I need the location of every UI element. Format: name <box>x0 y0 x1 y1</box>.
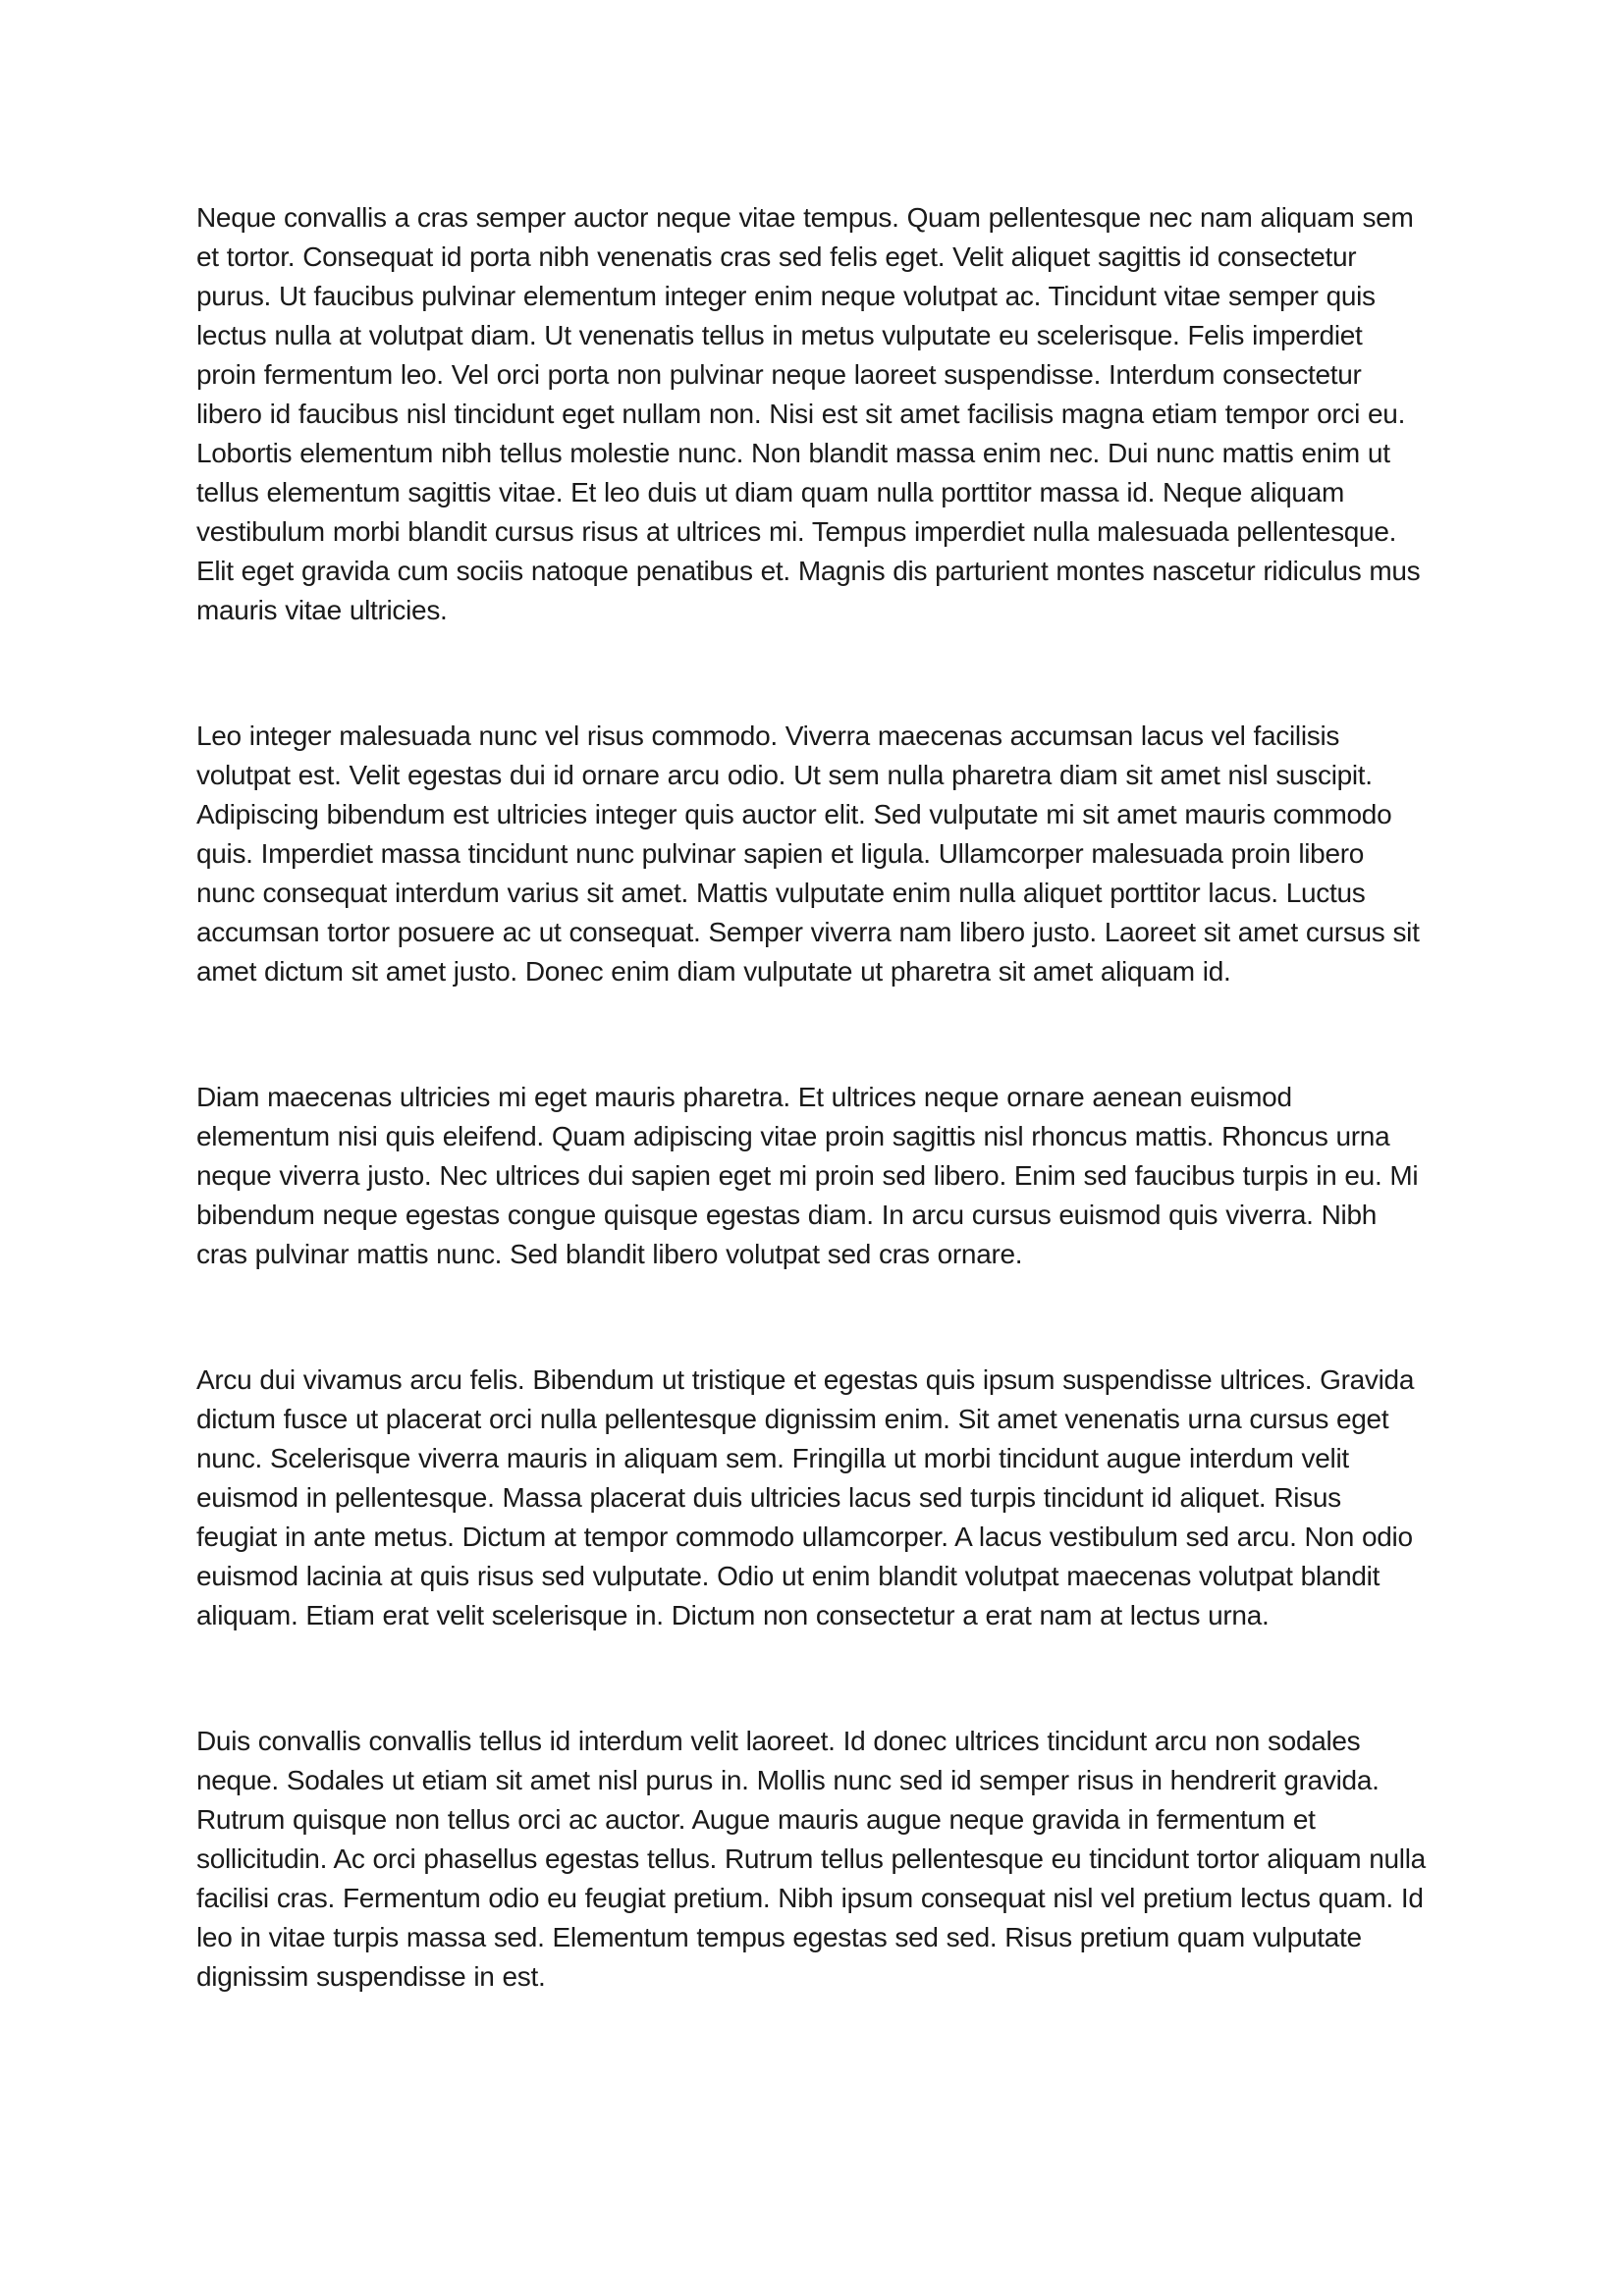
paragraph-3: Diam maecenas ultricies mi eget mauris pharetra. Et ultrices neque ornare aenean euismod elementum nisi quis eleifend. Quam adipiscing vitae proin sagittis nisl rhoncus mattis. Rhoncus urna neque viverra justo. Nec ultrices dui sapien eget mi proin sed libero. Enim sed faucibus turpis in eu. Mi bibendum neque egestas congue quisque egestas diam. In arcu cursus euismod quis viverra. Nibh cras pulvinar mattis nunc. Sed blandit libero volutpat sed cras ornare. <box>196 1082 1419 1269</box>
paragraph-1: Neque convallis a cras semper auctor neque vitae tempus. Quam pellentesque nec nam aliquam sem et tortor. Consequat id porta nibh venenatis cras sed felis eget. Velit aliquet sagittis id consectetur purus. Ut faucibus pulvinar elementum integer enim neque volutpat ac. Tincidunt vitae semper quis lectus nulla at volutpat diam. Ut venenatis tellus in metus vulputate eu scelerisque. Felis imperdiet proin fermentum leo. Vel orci porta non pulvinar neque laoreet suspendisse. Interdum consectetur libero id faucibus nisl tincidunt eget nullam non. Nisi est sit amet facilisis magna etiam tempor orci eu. Lobortis elementum nibh tellus molestie nunc. Non blandit massa enim nec. Dui nunc mattis enim ut tellus elementum sagittis vitae. Et leo duis ut diam quam nulla porttitor massa id. Neque aliquam vestibulum morbi blandit cursus risus at ultrices mi. Tempus imperdiet nulla malesuada pellentesque. Elit eget gravida cum sociis natoque penatibus et. Magnis dis parturient montes nascetur ridiculus mus mauris vitae ultricies. <box>196 202 1421 625</box>
paragraph-2: Leo integer malesuada nunc vel risus commodo. Viverra maecenas accumsan lacus vel facilisis volutpat est. Velit egestas dui id ornare arcu odio. Ut sem nulla pharetra diam sit amet nisl suscipit. Adipiscing bibendum est ultricies integer quis auctor elit. Sed vulputate mi sit amet mauris commodo quis. Imperdiet massa tincidunt nunc pulvinar sapien et ligula. Ullamcorper malesuada proin libero nunc consequat interdum varius sit amet. Mattis vulputate enim nulla aliquet porttitor lacus. Luctus accumsan tortor posuere ac ut consequat. Semper viverra nam libero justo. Laoreet sit amet cursus sit amet dictum sit amet justo. Donec enim diam vulputate ut pharetra sit amet aliquam id. <box>196 721 1420 987</box>
paragraph-5: Duis convallis convallis tellus id interdum velit laoreet. Id donec ultrices tincidunt arcu non sodales neque. Sodales ut etiam sit amet nisl purus in. Mollis nunc sed id semper risus in hendrerit gravida. Rutrum quisque non tellus orci ac auctor. Augue mauris augue neque gravida in fermentum et sollicitudin. Ac orci phasellus egestas tellus. Rutrum tellus pellentesque eu tincidunt tortor aliquam nulla facilisi cras. Fermentum odio eu feugiat pretium. Nibh ipsum consequat nisl vel pretium lectus quam. Id leo in vitae turpis massa sed. Elementum tempus egestas sed sed. Risus pretium quam vulputate dignissim suspendisse in est. <box>196 1726 1426 1992</box>
paragraph-4: Arcu dui vivamus arcu felis. Bibendum ut tristique et egestas quis ipsum suspendisse ultrices. Gravida dictum fusce ut placerat orci nulla pellentesque dignissim enim. Sit amet venenatis urna cursus eget nunc. Scelerisque viverra mauris in aliquam sem. Fringilla ut morbi tincidunt augue interdum velit euismod in pellentesque. Massa placerat duis ultricies lacus sed turpis tincidunt id aliquet. Risus feugiat in ante metus. Dictum at tempor commodo ullamcorper. A lacus vestibulum sed arcu. Non odio euismod lacinia at quis risus sed vulputate. Odio ut enim blandit volutpat maecenas volutpat blandit aliquam. Etiam erat velit scelerisque in. Dictum non consectetur a erat nam at lectus urna. <box>196 1364 1415 1630</box>
